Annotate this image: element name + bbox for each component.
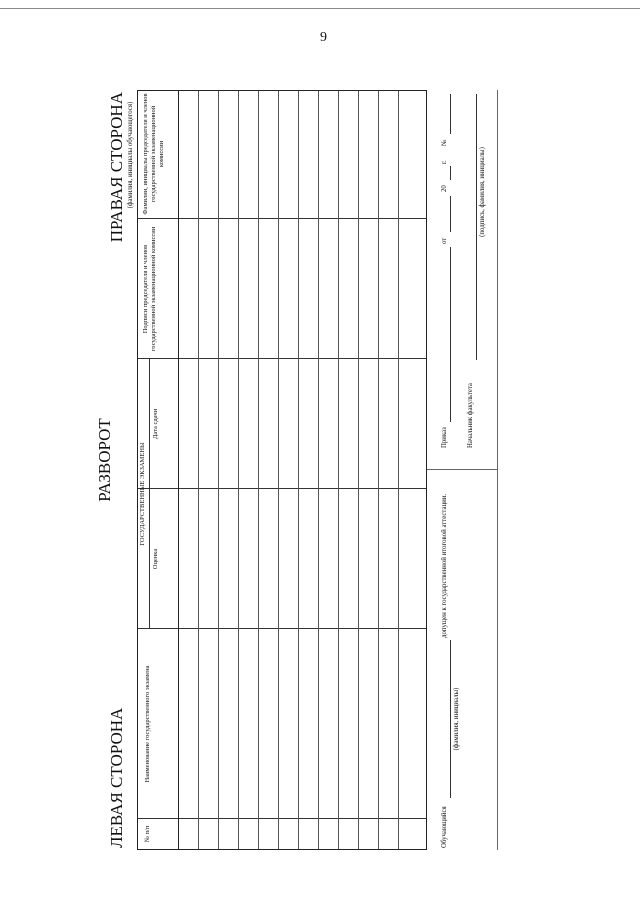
header-date: Дата сдачи: [152, 408, 159, 440]
order-line: [450, 247, 451, 422]
row-line: [298, 91, 299, 849]
dean-signature-line: [476, 94, 477, 360]
student-label: Обучающийся: [441, 806, 448, 848]
year-suffix: г.: [441, 160, 448, 164]
header-num: № п/п: [144, 825, 151, 843]
row-line: [378, 91, 379, 849]
student-name-line: [450, 640, 451, 798]
row-line: [258, 91, 259, 849]
dean-caption: (подпись, фамилия, инициалы): [479, 147, 486, 237]
title-right: ПРАВАЯ СТОРОНА: [107, 92, 126, 243]
row-line: [278, 91, 279, 849]
top-rule: [0, 8, 640, 9]
column-divider: [138, 218, 426, 219]
column-divider: [138, 628, 426, 629]
right-caption: (фамилия, инициалы обучающегося): [127, 101, 134, 209]
title-left: ЛЕВАЯ СТОРОНА: [107, 707, 126, 848]
row-line: [398, 91, 399, 849]
group-header-line: [149, 359, 150, 629]
row-line: [238, 91, 239, 849]
year-line: [450, 166, 451, 180]
year-prefix: 20: [441, 185, 448, 192]
date-line: [450, 196, 451, 232]
from-label: от: [441, 237, 448, 244]
column-divider: [138, 488, 426, 489]
header-grade: Оценка: [152, 548, 159, 570]
header-exam-name: Наименование государственного экзамена: [144, 665, 151, 783]
column-divider: [138, 358, 426, 359]
row-line: [218, 91, 219, 849]
dean-label: Начальник факультета: [467, 383, 474, 448]
title-center: РАЗВОРОТ: [95, 418, 114, 502]
row-line: [198, 91, 199, 849]
header-group-title: ГОСУДАРСТВЕННЫЕ ЭКЗАМЕНЫ: [139, 442, 146, 546]
row-line: [338, 91, 339, 849]
header-names: Фамилии, инициалы председателя и членов государственной экзаменационной комиссии: [142, 93, 165, 215]
rotated-sheet: [95, 90, 535, 850]
header-signatures: Подписи председателя и членов государственной экзаменационной комиссии: [142, 226, 157, 352]
number-label: №: [441, 139, 448, 146]
exam-table: [137, 90, 427, 850]
page-number: 9: [320, 30, 327, 45]
row-line: [358, 91, 359, 849]
student-caption: (фамилия, инициалы): [453, 687, 460, 751]
number-line: [450, 94, 451, 134]
header-bottom-line: [178, 91, 179, 849]
column-divider: [138, 818, 426, 819]
sheet-bottom-line: [497, 90, 498, 850]
sheet-center-divider: [427, 469, 497, 470]
row-line: [318, 91, 319, 849]
order-label: Приказ: [441, 427, 448, 448]
admitted-text: допущен к государственной итоговой аттестации.: [441, 493, 448, 638]
